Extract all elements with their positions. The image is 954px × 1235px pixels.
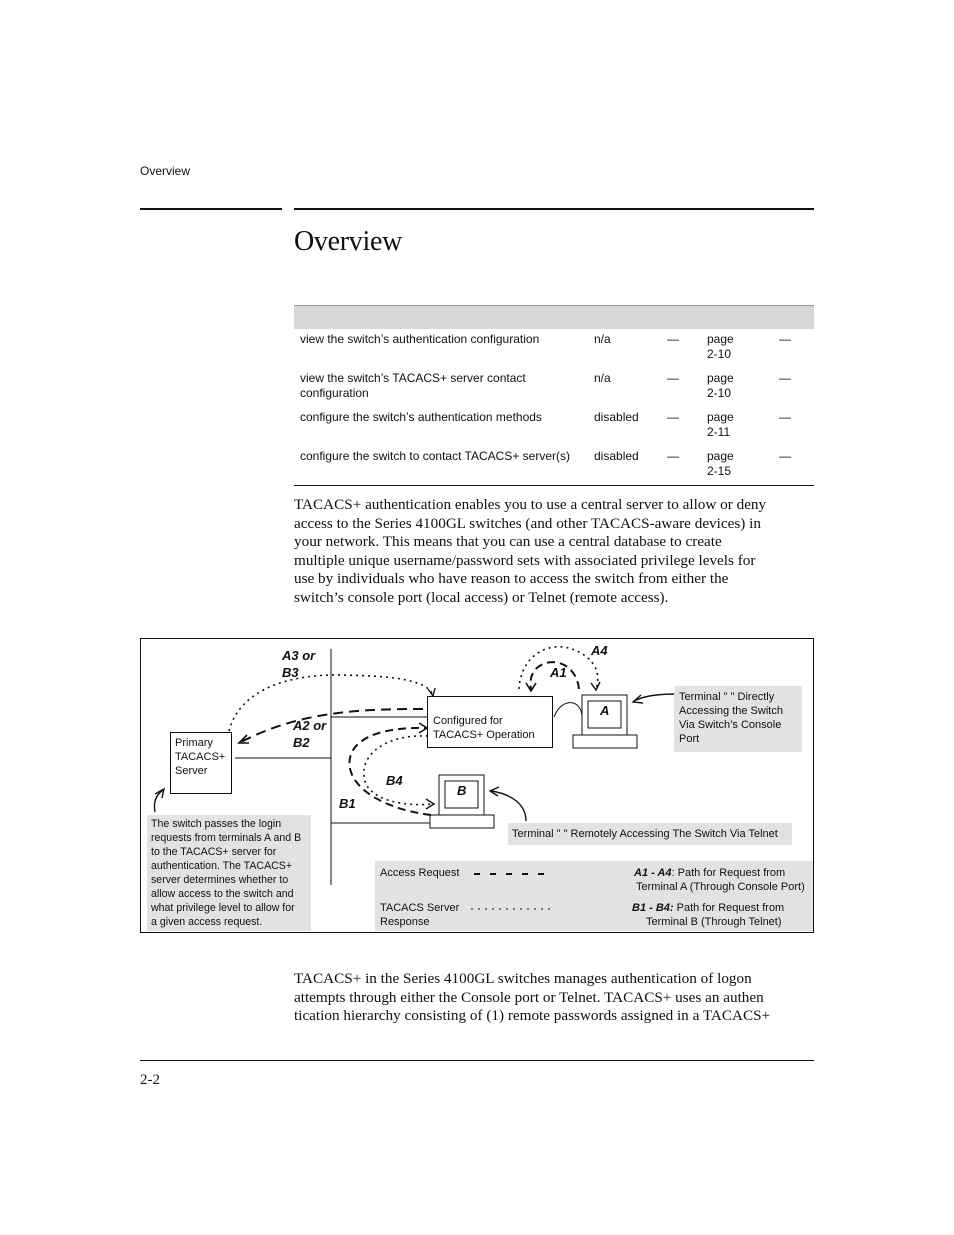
table-cell-default: n/a: [594, 332, 611, 346]
table-cell-menu: —: [667, 332, 679, 346]
label-line: B2: [293, 735, 310, 750]
table-cell-default: disabled: [594, 449, 639, 463]
table-cell-feature: configuration: [300, 386, 369, 400]
text-line: access to the Series 4100GL switches (and other TACACS-aware devices) in: [294, 514, 761, 532]
body-paragraph-2: [294, 970, 814, 1026]
legend-line: Response: [380, 916, 430, 928]
table-cell-menu: —: [667, 449, 679, 463]
text-line: use by individuals who have reason to access the switch from either the: [294, 570, 729, 588]
label-b1: B1: [339, 796, 356, 811]
table-cell-cli: [707, 410, 734, 440]
table-cell-cli-line: page: [707, 449, 734, 463]
table-row: [300, 371, 590, 401]
text-line: TACACS+ in the Series 4100GL switches manages authentication of logon: [294, 970, 752, 987]
table-row: [300, 449, 590, 464]
table-row: [300, 410, 590, 425]
legend-a-key: [634, 866, 805, 894]
note-line: Port: [679, 733, 700, 745]
table-bottom-rule: [294, 485, 814, 486]
table-cell-menu: —: [667, 371, 679, 385]
terminal-a-letter: A: [600, 703, 610, 718]
table-cell-cli-line: 2-11: [707, 425, 731, 439]
note-line: allow access to the switch and: [151, 888, 294, 900]
table-cell-feature: view the switch’s TACACS+ server contact: [300, 371, 526, 385]
label-a4: A4: [591, 643, 608, 658]
page-number: 2-2: [140, 1072, 160, 1088]
table-cell-cli: [707, 449, 734, 479]
note-line: server determines whether to: [151, 874, 289, 886]
text-line: TACACS+ authentication enables you to use a central server to allow or deny: [294, 496, 767, 513]
footer-rule: [140, 1060, 814, 1061]
table-cell-cli-line: page: [707, 332, 734, 346]
table-cell-default: n/a: [594, 371, 611, 385]
table-header: [294, 305, 814, 329]
table-cell-web: —: [779, 371, 791, 385]
header-rule-right: [294, 208, 814, 210]
label-line: A3 or: [282, 648, 316, 663]
text-line: tication hierarchy consisting of (1) remote passwords assigned in a TACACS+: [294, 1007, 771, 1025]
table-cell-menu: —: [667, 410, 679, 424]
table-cell-web: —: [779, 410, 791, 424]
header-rule-left: [140, 208, 282, 210]
note-line: Terminal " " Directly: [679, 691, 775, 703]
table-cell-web: —: [779, 449, 791, 463]
text-line: multiple unique username/password sets with associated privilege levels for: [294, 551, 756, 569]
table-cell-cli-line: 2-10: [707, 386, 732, 400]
label-a1: A1: [550, 665, 567, 680]
text-line: switch’s console port (local access) or Telnet (remote access).: [294, 588, 669, 606]
label-line: B3: [282, 665, 299, 680]
table-cell-cli: [707, 332, 734, 362]
legend-b-desc: Path for Request from: [673, 902, 785, 914]
text-line: your network. This means that you can use a central database to create: [294, 533, 722, 551]
switch-label-line: TACACS+ Operation: [433, 729, 535, 741]
note-line: The switch passes the login: [151, 818, 282, 830]
table-cell-cli-line: 2-15: [707, 464, 732, 478]
note-line: to the TACACS+ server for: [151, 846, 277, 858]
text-line: attempts through either the Console port or Telnet. TACACS+ uses an authen: [294, 988, 764, 1006]
legend-b-key: [632, 901, 784, 929]
table-cell-cli: [707, 371, 734, 401]
terminal-b-note: Terminal " " Remotely Accessing The Switch Via Telnet: [508, 823, 792, 845]
note-line: what privilege level to allow for: [151, 902, 295, 914]
note-line: requests from terminals A and B: [151, 832, 302, 844]
table-cell-cli-line: page: [707, 410, 734, 424]
page-title: Overview: [294, 226, 403, 257]
running-header: Overview: [140, 164, 191, 178]
label-line: A2 or: [293, 718, 327, 733]
table-cell-web: —: [779, 332, 791, 346]
tacacs-diagram: [140, 638, 814, 933]
legend-server-response: [380, 901, 459, 929]
note-line: Via Switch’s Console: [679, 719, 782, 731]
legend-a-desc: Terminal A (Through Console Port): [636, 881, 805, 893]
table-cell-feature: configure the switch’s authentication methods: [300, 410, 542, 424]
legend-line: TACACS Server: [380, 902, 460, 914]
table-cell-default: disabled: [594, 410, 639, 424]
legend-b-desc: Terminal B (Through Telnet): [646, 916, 782, 928]
table-cell-cli-line: 2-10: [707, 347, 732, 361]
note-line: a given access request.: [151, 916, 263, 928]
label-b4: B4: [386, 773, 403, 788]
terminal-b-letter: B: [457, 783, 467, 798]
legend-access-request: Access Request: [380, 867, 460, 879]
table-row: [300, 332, 590, 347]
table-cell-feature: configure the switch to contact TACACS+ server(s): [300, 449, 570, 463]
body-paragraph-1: [294, 496, 814, 608]
note-line: authentication. The TACACS+: [151, 860, 293, 872]
switch-label-line: Configured for: [433, 715, 503, 727]
server-label-line: TACACS+: [175, 751, 226, 763]
legend-a-desc: : Path for Request from: [671, 867, 786, 879]
table-cell-feature: view the switch’s authentication configuration: [300, 332, 540, 346]
server-label-line: Server: [175, 765, 208, 777]
note-line: Accessing the Switch: [679, 705, 783, 717]
table-cell-cli-line: page: [707, 371, 734, 385]
server-label-line: Primary: [175, 737, 213, 749]
legend-b-key-label: B1 - B4:: [632, 902, 674, 914]
legend-a-key-label: A1 - A4: [634, 867, 672, 879]
